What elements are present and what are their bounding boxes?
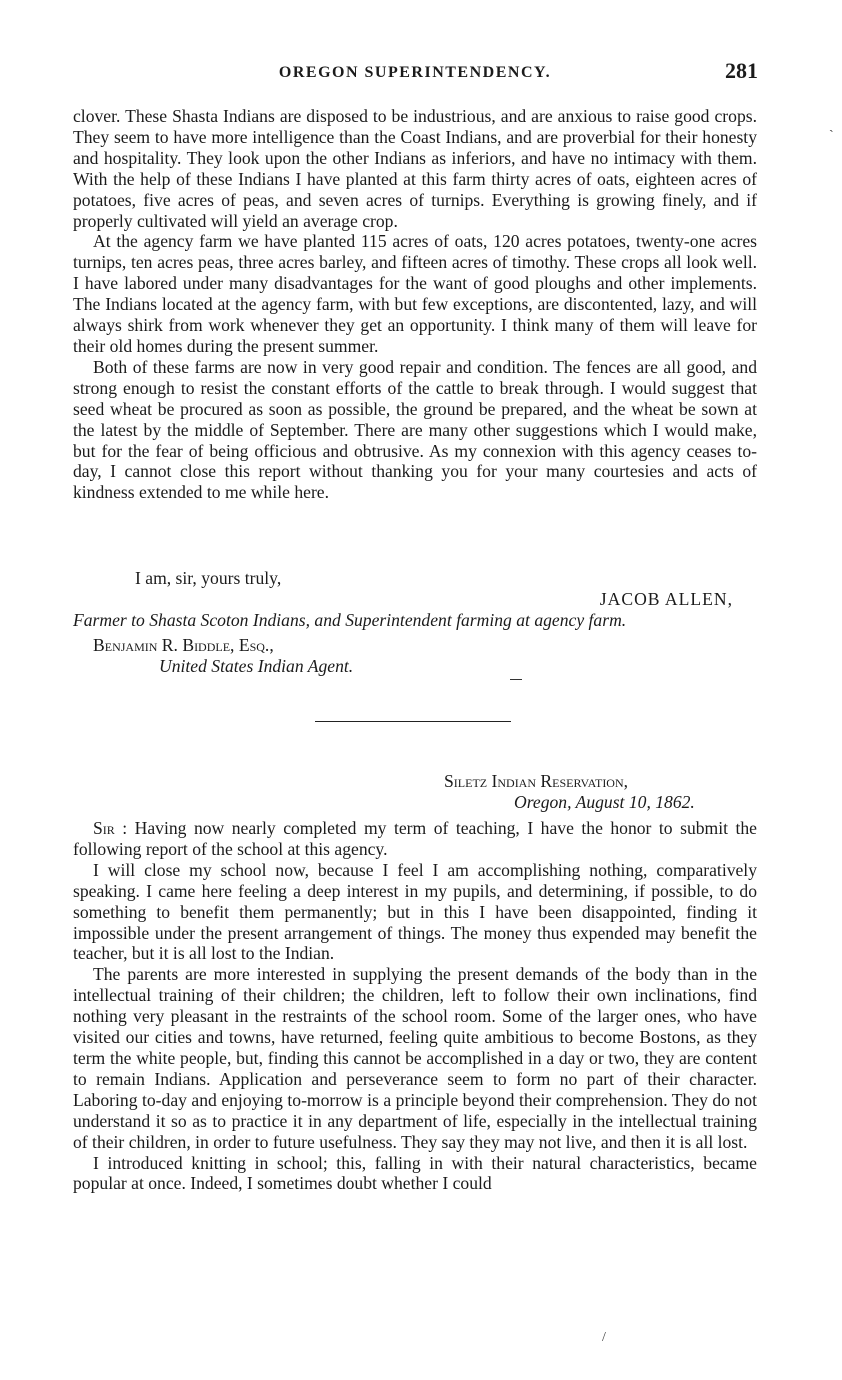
paragraph-text: Having now nearly completed my term of teaching, I have the honor to submit the following report of the school at this agency.	[73, 818, 757, 859]
paragraph: Both of these farms are now in very good repair and condition. The fences are all good, and strong enough to resist the constant efforts of the cattle to break through. I would suggest that seed wheat be procured as soon as possible, the ground be prepared, and the wheat be sown at the latest by the middle of September. There are many other suggestions which I would make, but for the fear of being officious and obtrusive. As my connexion with this agency ceases to-day, I cannot close this report without thanking you for your many courtesies and acts of kindness extended to me while here.	[73, 356, 757, 503]
closing-salutation: I am, sir, yours truly,	[135, 568, 282, 588]
letter-salutation: Sir :	[93, 818, 128, 838]
margin-mark: /	[602, 1330, 606, 1345]
farm-report-body	[73, 106, 757, 503]
paragraph: I introduced knitting in school; this, falling in with their natural characteristics, became popular at once. Indeed, I sometimes doubt whether I could	[73, 1152, 757, 1194]
paragraph: At the agency farm we have planted 115 acres of oats, 120 acres potatoes, twenty-one acres turnips, ten acres peas, three acres barley, and fifteen acres of timothy. These crops all look well. I have labored under many disadvantages for the want of good ploughs and other implements. The Indians located at the agency farm, with but few exceptions, are discontented, lazy, and will always shirk from work whenever they get an opportunity. I think many of them will leave for their old homes during the present summer.	[73, 231, 757, 356]
paragraph	[73, 818, 757, 860]
dateline-place: Siletz Indian Reservation,	[444, 771, 629, 791]
running-title: OREGON SUPERINTENDENCY.	[278, 64, 552, 81]
page-number: 281	[725, 58, 758, 83]
section-divider	[315, 721, 511, 722]
dash-mark	[510, 679, 522, 680]
dateline-date-text: Oregon, August 10, 1862.	[514, 792, 695, 812]
running-head	[72, 58, 758, 88]
paragraph: I will close my school now, because I feel I am accomplishing nothing, comparatively speaking. I came here feeling a deep interest in my pupils, and determining, if possible, to do something to benefit them permanently; but in this I have been disappointed, finding it impossible under the present arrangement of things. The money thus expended may benefit the teacher, but it is all lost to the Indian.	[73, 859, 757, 964]
margin-mark: ˎ	[829, 118, 834, 133]
signer-name: JACOB ALLEN,	[599, 589, 733, 609]
dateline-date	[514, 792, 695, 813]
school-report-body	[73, 818, 757, 1194]
paragraph: The parents are more interested in supplying the present demands of the body than in the intellectual training of their children; the children, left to follow their own inclinations, find nothing very pleasant in the restraints of the school room. Some of the larger ones, who have visited our cities and towns, have returned, feeling quite ambitious to become Bostons, as they term the white people, but, finding this cannot be accomplished in a day or two, they are content to remain Indians. Application and perseverance seem to form no part of their character. Laboring to-day and enjoying to-morrow is a principle beyond their comprehension. They do not understand it so as to practice it in any department of life, especially in the intellectual training of their children, in order to future usefulness. They say they may not live, and then it is all lost.	[73, 964, 757, 1152]
addressee-name: Benjamin R. Biddle, Esq.,	[93, 635, 274, 655]
paragraph: clover. These Shasta Indians are disposed to be industrious, and are anxious to raise good crops. They seem to have more intelligence than the Coast Indians, and are proverbial for their honesty and hospitality. They look upon the other Indians as inferiors, and have no intimacy with them. With the help of these Indians I have planted at this farm thirty acres of oats, eighteen acres of potatoes, five acres of peas, and seven acres of turnips. Everything is growing finely, and if properly cultivated will yield an average crop.	[73, 106, 757, 231]
signer-title: Farmer to Shasta Scoton Indians, and Superintendent farming at agency farm.	[73, 610, 627, 630]
addressee-title: United States Indian Agent.	[159, 656, 354, 676]
